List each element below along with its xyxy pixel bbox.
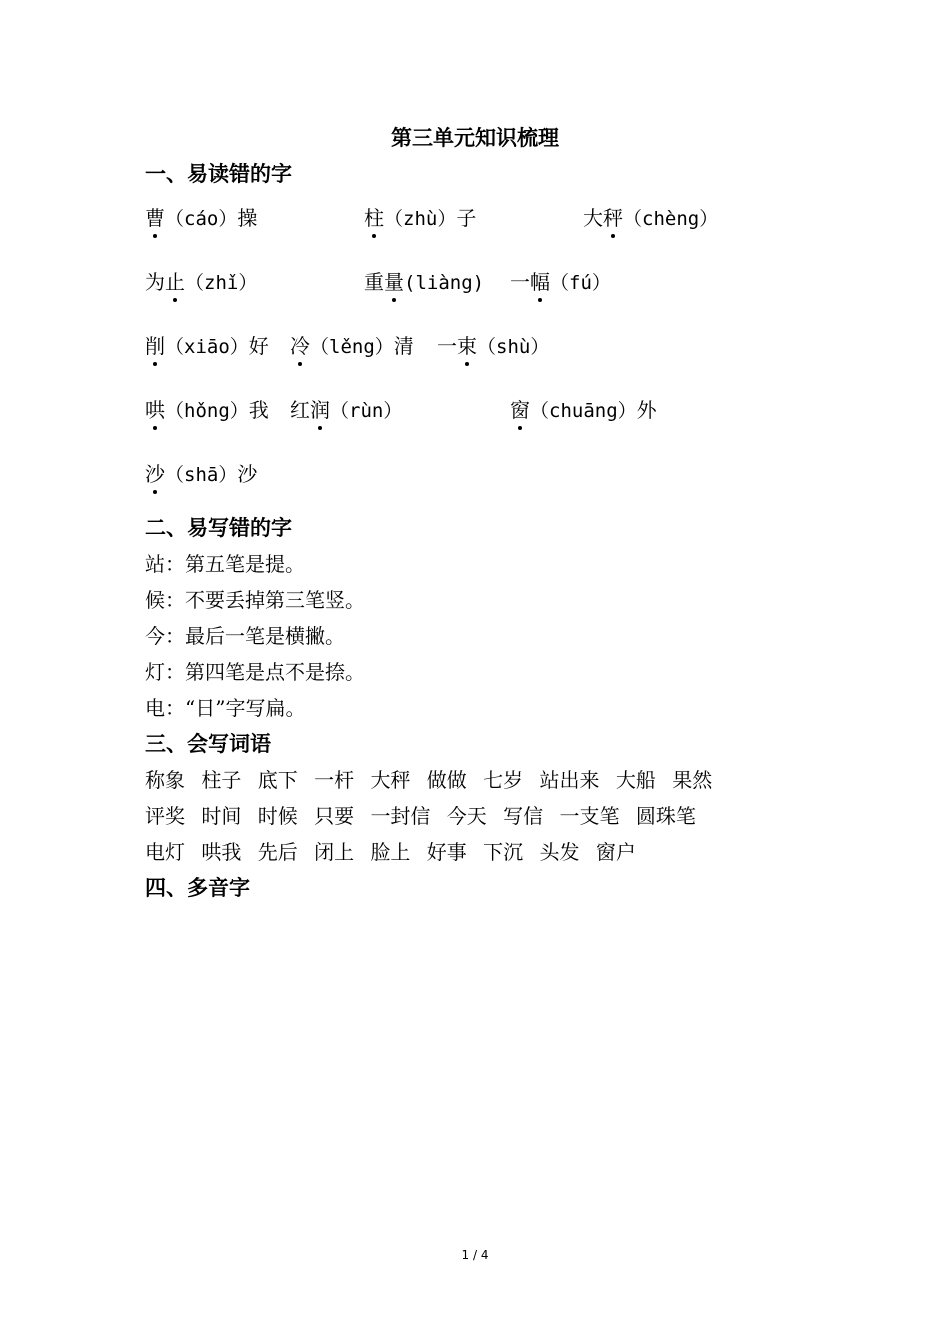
pinyin-row xyxy=(0,396,950,436)
word: 评奖 xyxy=(145,804,185,828)
stroke-tip-line: 灯：第四笔是点不是捺。 xyxy=(145,660,365,684)
word: 七岁 xyxy=(483,768,524,792)
word: 闭上 xyxy=(314,840,355,864)
pinyin-row xyxy=(0,268,950,308)
stroke-tip-line: 站：第五笔是提。 xyxy=(145,552,305,576)
section-heading-4: 四、多音字 xyxy=(145,876,250,900)
pinyin-row xyxy=(0,460,950,500)
word: 时间 xyxy=(201,804,242,828)
pinyin-item: 削（xiāo）好 xyxy=(145,334,269,358)
page-title: 第三单元知识梳理 xyxy=(391,126,559,150)
word: 下沉 xyxy=(483,840,524,864)
word: 头发 xyxy=(539,840,580,864)
word: 大秤 xyxy=(370,768,411,792)
word: 站出来 xyxy=(539,768,600,792)
word: 大船 xyxy=(615,768,656,792)
pinyin-item: 大秤（chèng） xyxy=(583,206,719,230)
pinyin-item: 窗（chuāng）外 xyxy=(510,398,657,422)
word: 一支笔 xyxy=(559,804,620,828)
word: 时候 xyxy=(257,804,298,828)
word: 电灯 xyxy=(145,840,185,864)
word: 写信 xyxy=(503,804,544,828)
word: 柱子 xyxy=(201,768,242,792)
word: 圆珠笔 xyxy=(635,804,696,828)
word: 果然 xyxy=(672,768,713,792)
pinyin-item: 红润（rùn） xyxy=(290,398,403,422)
section-heading-1: 一、易读错的字 xyxy=(145,162,292,186)
stroke-tip-line: 今：最后一笔是横撇。 xyxy=(145,624,345,648)
pinyin-item: 重量(liàng) xyxy=(364,270,485,294)
word-line xyxy=(145,766,722,794)
pinyin-item: 一束（shù） xyxy=(437,334,550,358)
word: 一杆 xyxy=(314,768,355,792)
word: 脸上 xyxy=(370,840,411,864)
stroke-tip-line: 电：“日”字写扁。 xyxy=(145,696,306,720)
word: 做做 xyxy=(426,768,467,792)
pinyin-item: 为止（zhǐ） xyxy=(145,270,258,294)
page-number: 1 / 4 xyxy=(461,1248,489,1262)
word: 底下 xyxy=(257,768,298,792)
word: 称象 xyxy=(145,768,185,792)
stroke-tip-line: 候：不要丢掉第三笔竖。 xyxy=(145,588,365,612)
section-heading-2: 二、易写错的字 xyxy=(145,516,292,540)
word: 今天 xyxy=(446,804,487,828)
pinyin-item: 柱（zhù）子 xyxy=(364,206,477,230)
pinyin-row xyxy=(0,332,950,372)
word-line xyxy=(145,838,646,866)
word-line xyxy=(145,802,706,830)
word: 窗户 xyxy=(595,840,636,864)
word: 先后 xyxy=(257,840,298,864)
word: 只要 xyxy=(314,804,355,828)
word: 好事 xyxy=(426,840,467,864)
section-heading-3: 三、会写词语 xyxy=(145,732,271,756)
pinyin-item: 沙（shā）沙 xyxy=(145,462,258,486)
pinyin-item: 一幅（fú） xyxy=(510,270,611,294)
word: 哄我 xyxy=(201,840,242,864)
pinyin-item: 哄（hǒng）我 xyxy=(145,398,269,422)
pinyin-item: 冷（lěng）清 xyxy=(290,334,414,358)
pinyin-item: 曹（cáo）操 xyxy=(145,206,258,230)
pinyin-row xyxy=(0,204,950,244)
word: 一封信 xyxy=(370,804,431,828)
